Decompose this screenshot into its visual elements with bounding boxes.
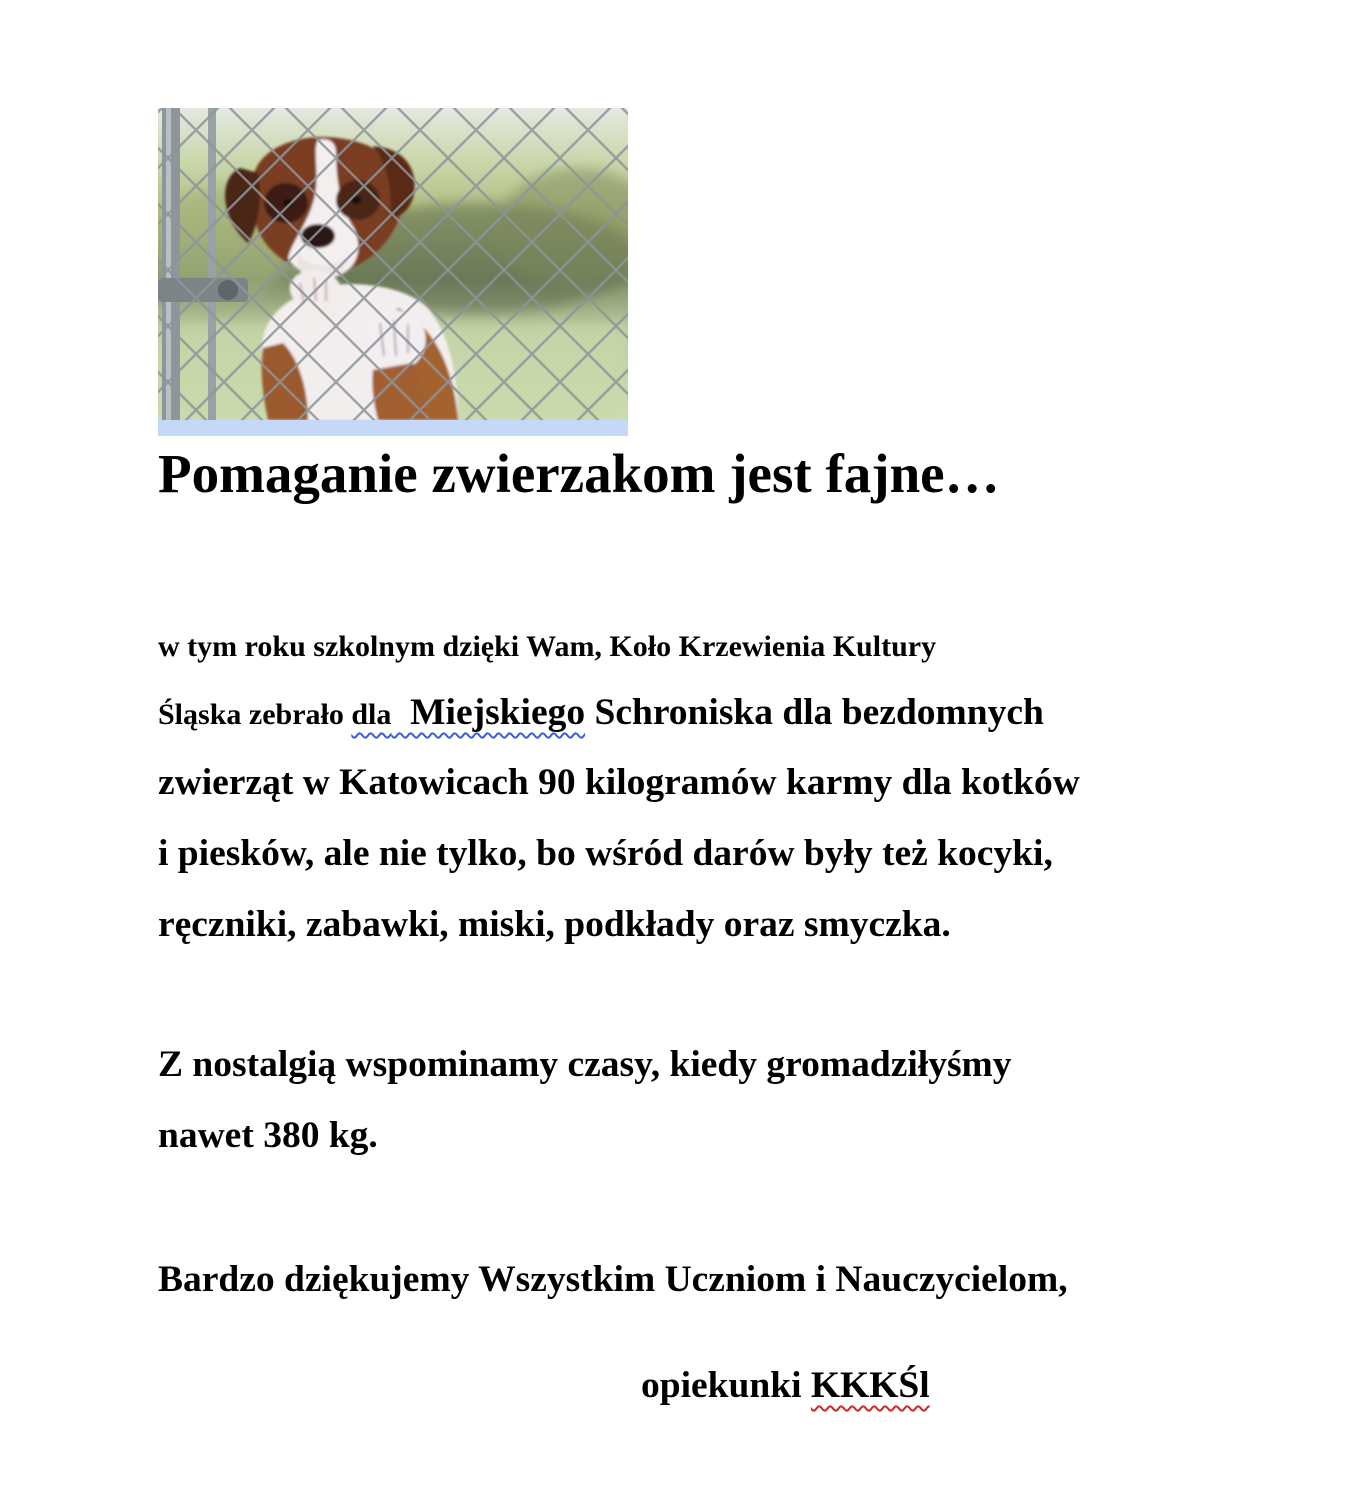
text-run: Śląska zebrało xyxy=(158,698,352,731)
image-selection-highlight xyxy=(158,420,628,436)
paragraph-line: i piesków, ale nie tylko, bo wśród darów były też kocyki, xyxy=(158,833,1053,874)
signature xyxy=(641,1356,930,1416)
puppy-photo-selected[interactable] xyxy=(158,108,628,436)
text-run: dla xyxy=(351,698,392,731)
paragraph-line: nawet 380 kg. xyxy=(158,1115,378,1156)
text-run: Miejskiego xyxy=(391,692,586,733)
paragraph-line: Bardzo dziękujemy Wszystkim Uczniom i Nauczycielom, xyxy=(158,1259,1068,1300)
grammar-flagged-text[interactable] xyxy=(351,692,586,733)
paragraph-line: ręczniki, zabawki, miski, podkłady oraz smyczka. xyxy=(158,904,951,945)
puppy-photo[interactable] xyxy=(158,108,628,420)
text-run: Schroniska dla bezdomnych xyxy=(585,692,1044,733)
document-title: Pomaganie zwierzakom jest fajne… xyxy=(158,443,1000,504)
paragraph-line: Z nostalgią wspominamy czasy, kiedy gromadziłyśmy xyxy=(158,1044,1012,1085)
paragraph-line xyxy=(158,688,1044,745)
spelling-flagged-text[interactable]: KKKŚl xyxy=(810,1365,930,1406)
paragraph-line: zwierząt w Katowicach 90 kilogramów karmy dla kotków xyxy=(158,762,1080,803)
puppy-photo-icon xyxy=(158,108,628,420)
signature-prefix: opiekunki xyxy=(641,1365,811,1406)
paragraph-line: w tym roku szkolnym dzięki Wam, Koło Krzewienia Kultury xyxy=(158,630,937,663)
